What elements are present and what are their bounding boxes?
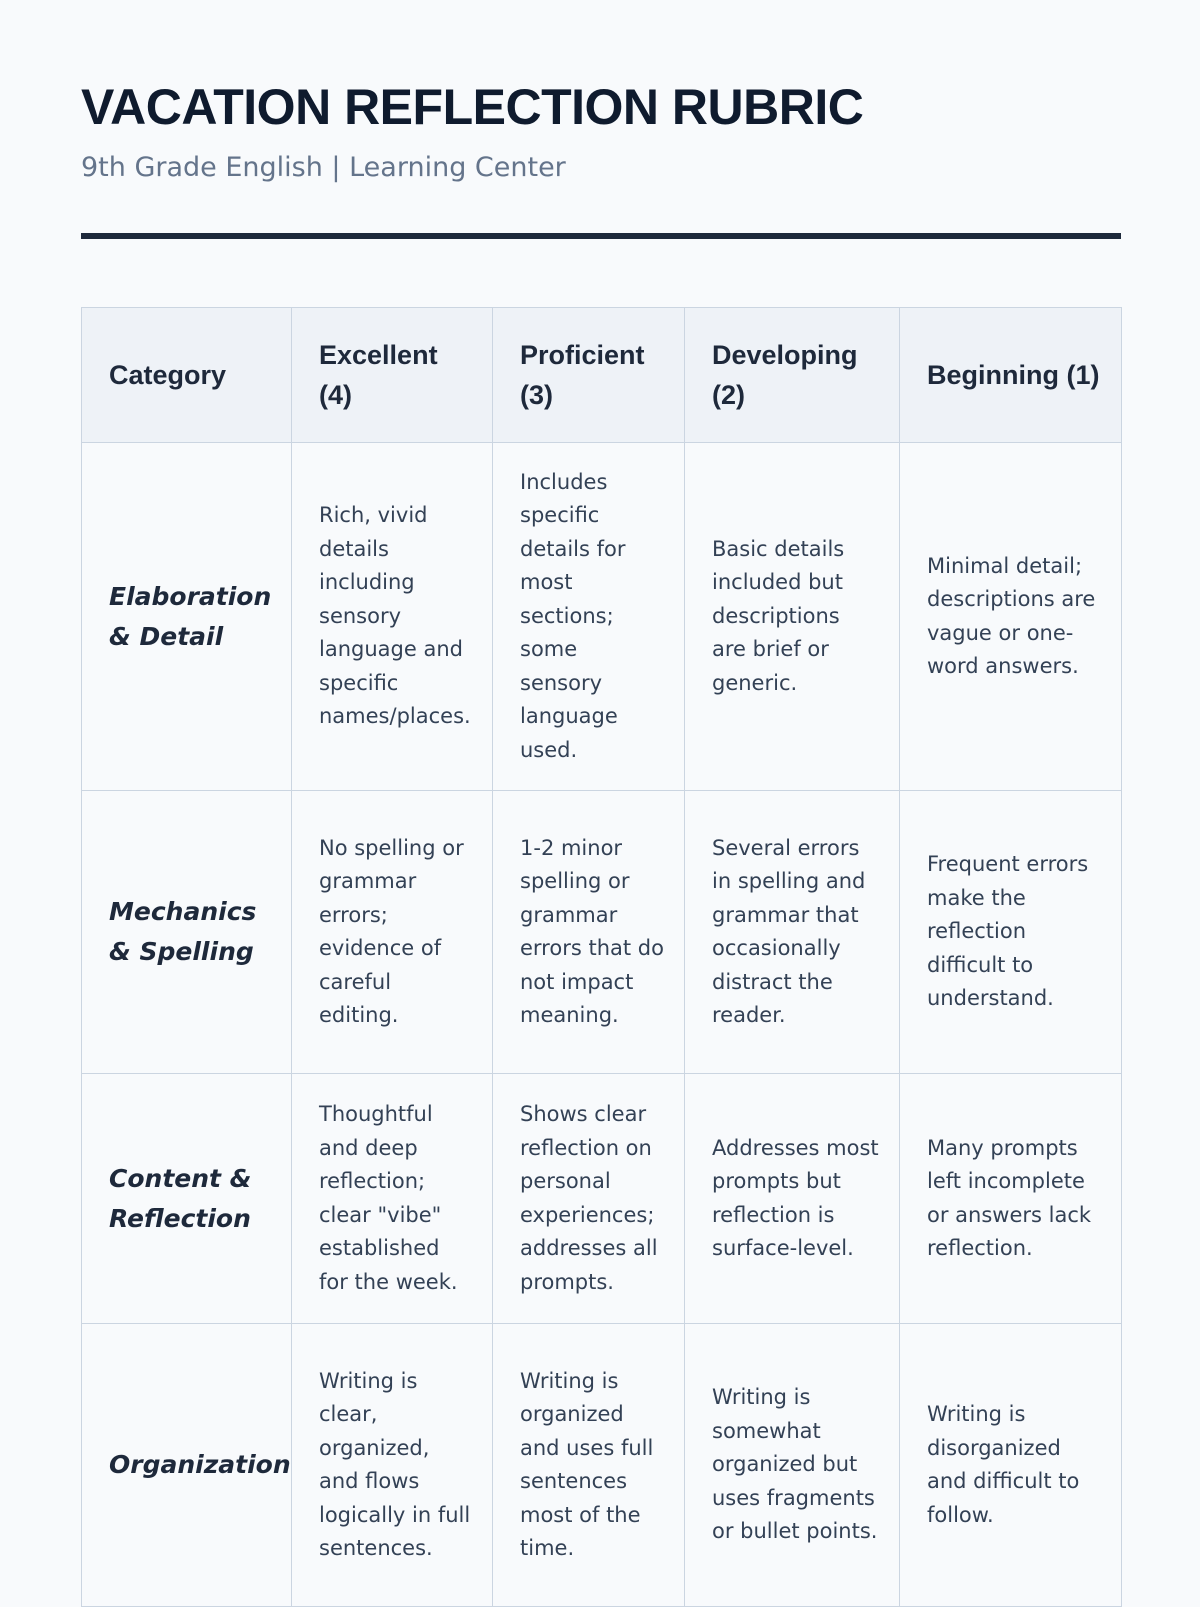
criteria-cell: Minimal detail; descriptions are vague or one-word answers. bbox=[900, 443, 1122, 791]
column-header-beginning: Beginning (1) bbox=[900, 308, 1122, 443]
rubric-table bbox=[81, 307, 1122, 1607]
criteria-cell: Frequent errors make the reflection difficult to understand. bbox=[900, 791, 1122, 1074]
criteria-cell: Several errors in spelling and grammar that occasionally distract the reader. bbox=[685, 791, 900, 1074]
column-header-excellent: Excellent (4) bbox=[292, 308, 493, 443]
category-cell: Elaboration & Detail bbox=[82, 443, 292, 791]
criteria-cell: Writing is clear, organized, and flows logically in full sentences. bbox=[292, 1324, 493, 1607]
table-row bbox=[82, 1074, 1122, 1324]
criteria-cell: Addresses most prompts but reflection is surface-level. bbox=[685, 1074, 900, 1324]
criteria-cell: Basic details included but descriptions are brief or generic. bbox=[685, 443, 900, 791]
criteria-cell: Many prompts left incomplete or answers lack reflection. bbox=[900, 1074, 1122, 1324]
category-cell: Mechanics & Spelling bbox=[82, 791, 292, 1074]
page-title: VACATION REFLECTION RUBRIC bbox=[81, 79, 864, 135]
criteria-cell: Thoughtful and deep reflection; clear "vibe" established for the week. bbox=[292, 1074, 493, 1324]
criteria-cell: No spelling or grammar errors; evidence of careful editing. bbox=[292, 791, 493, 1074]
column-header-category: Category bbox=[82, 308, 292, 443]
criteria-cell: Rich, vivid details including sensory language and specific names/places. bbox=[292, 443, 493, 791]
header-divider bbox=[81, 233, 1121, 239]
table-header-row bbox=[82, 308, 1122, 443]
criteria-cell: 1-2 minor spelling or grammar errors that do not impact meaning. bbox=[493, 791, 685, 1074]
table-row bbox=[82, 443, 1122, 791]
criteria-cell: Shows clear reflection on personal experiences; addresses all prompts. bbox=[493, 1074, 685, 1324]
category-cell: Organization bbox=[82, 1324, 292, 1607]
criteria-cell: Includes specific details for most sections; some sensory language used. bbox=[493, 443, 685, 791]
page-subtitle: 9th Grade English | Learning Center bbox=[81, 152, 566, 183]
column-header-developing: Developing (2) bbox=[685, 308, 900, 443]
column-header-proficient: Proficient (3) bbox=[493, 308, 685, 443]
table-row bbox=[82, 791, 1122, 1074]
criteria-cell: Writing is somewhat organized but uses fragments or bullet points. bbox=[685, 1324, 900, 1607]
category-cell: Content & Reflection bbox=[82, 1074, 292, 1324]
criteria-cell: Writing is disorganized and difficult to follow. bbox=[900, 1324, 1122, 1607]
criteria-cell: Writing is organized and uses full sentences most of the time. bbox=[493, 1324, 685, 1607]
table-row bbox=[82, 1324, 1122, 1607]
